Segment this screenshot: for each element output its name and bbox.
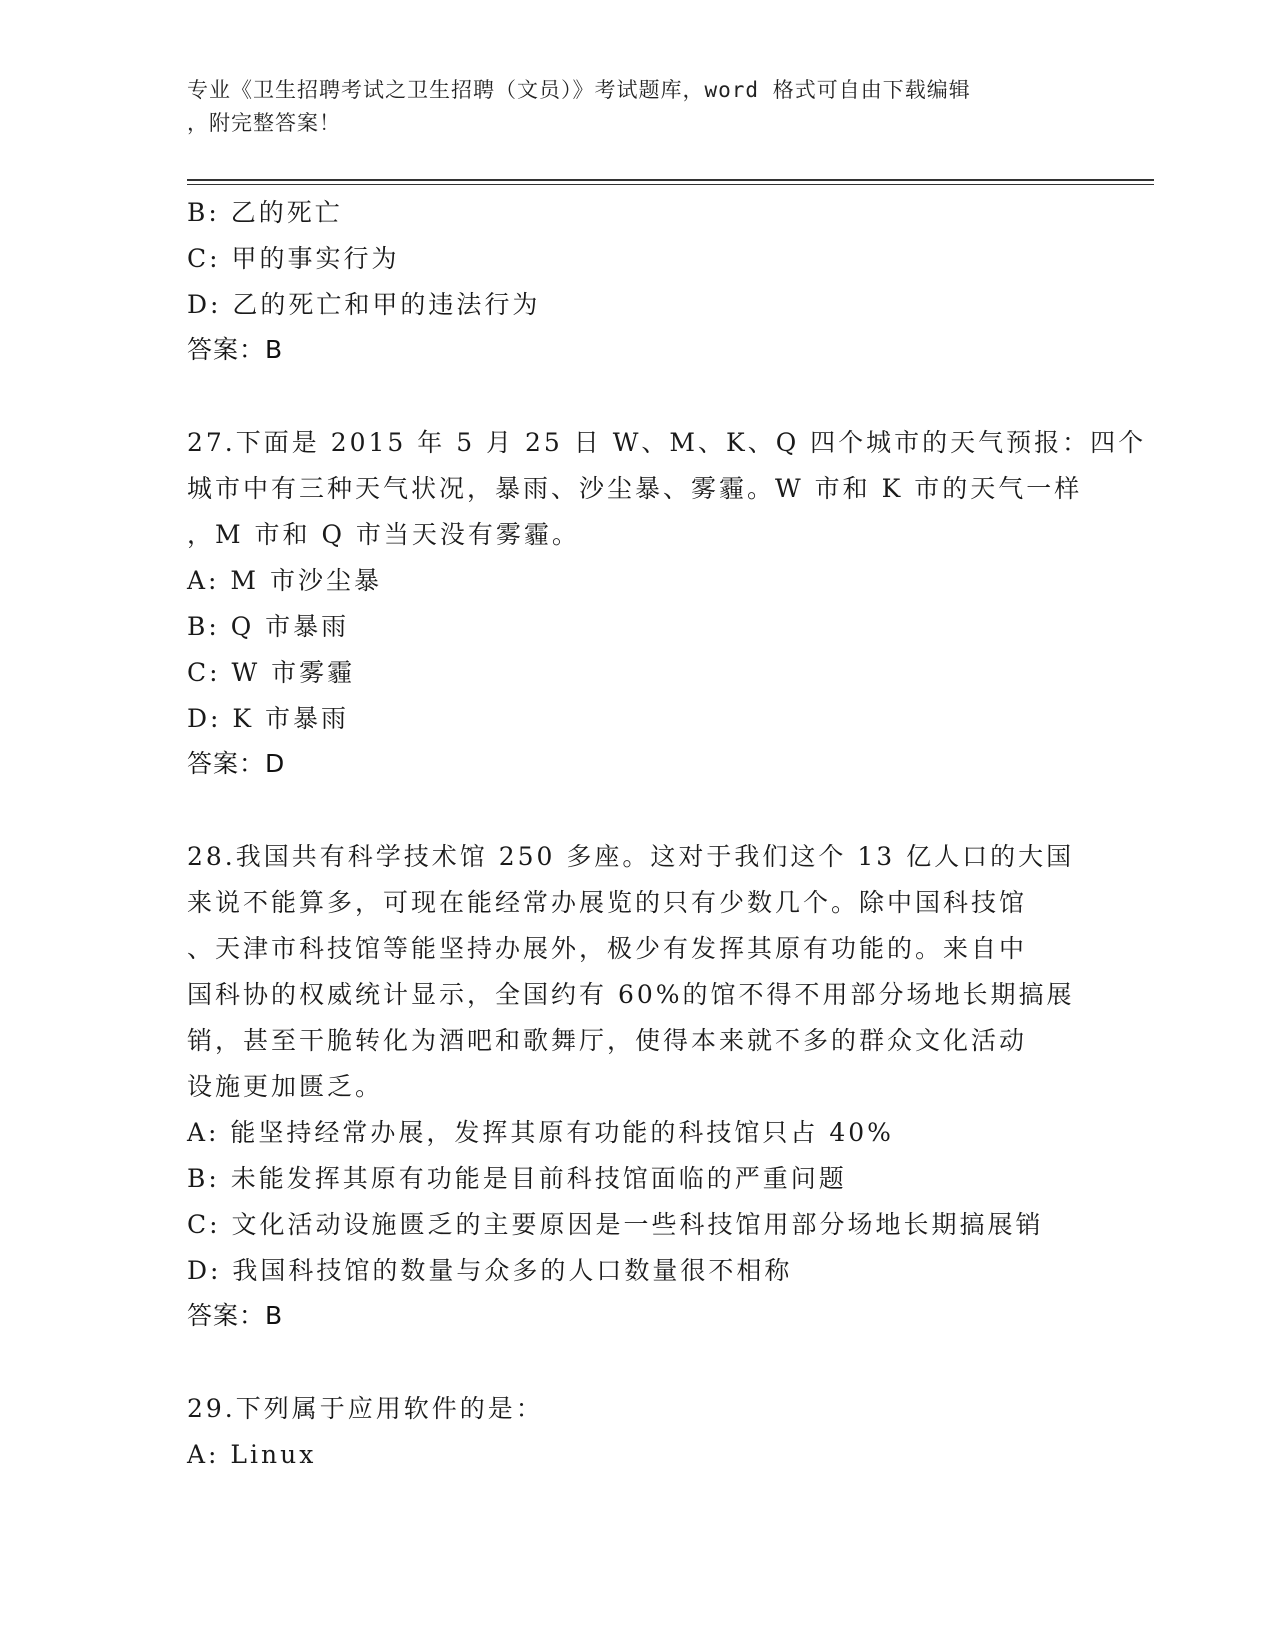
q27-option-c: C: W 市雾霾 [187, 658, 356, 687]
question-29-block [187, 1386, 1087, 1478]
q28-answer: 答案：B [187, 1301, 284, 1330]
q26-answer: 答案：B [187, 335, 284, 364]
question-26-block [187, 190, 1087, 372]
q27-stem-line-3: ，M 市和 Q 市当天没有雾霾。 [187, 520, 580, 549]
q26-option-d: D: 乙的死亡和甲的违法行为 [187, 290, 541, 319]
question-28-block [187, 834, 1087, 1338]
q28-stem-line-4: 国科协的权威统计显示，全国约有 60%的馆不得不用部分场地长期搞展 [187, 980, 1075, 1009]
document-header [187, 74, 1067, 140]
header-line-2: ，附完整答案！ [187, 111, 341, 135]
q27-option-a: A: M 市沙尘暴 [187, 566, 382, 595]
q28-stem-line-1: 28.我国共有科学技术馆 250 多座。这对于我们这个 13 亿人口的大国 [187, 842, 1075, 871]
spacer [187, 1338, 1087, 1386]
q27-option-b: B: Q 市暴雨 [187, 612, 350, 641]
q26-option-b: B: 乙的死亡 [187, 198, 343, 227]
header-line-1: 专业《卫生招聘考试之卫生招聘（文员）》考试题库，word 格式可自由下载编辑 [187, 78, 971, 102]
q27-stem-line-2: 城市中有三种天气状况，暴雨、沙尘暴、雾霾。W 市和 K 市的天气一样 [187, 474, 1083, 503]
q28-option-a: A: 能坚持经常办展，发挥其原有功能的科技馆只占 40% [187, 1118, 894, 1147]
q28-stem-line-3: 、天津市科技馆等能坚持办展外，极少有发挥其原有功能的。来自中 [187, 934, 1028, 963]
q28-stem-line-5: 销，甚至干脆转化为酒吧和歌舞厅，使得本来就不多的群众文化活动 [187, 1026, 1028, 1055]
spacer [187, 786, 1087, 834]
q26-option-c: C: 甲的事实行为 [187, 244, 400, 273]
q28-stem-line-2: 来说不能算多，可现在能经常办展览的只有少数几个。除中国科技馆 [187, 888, 1028, 917]
q29-option-a: A: Linux [187, 1440, 317, 1469]
q27-stem-line-1: 27.下面是 2015 年 5 月 25 日 W、M、K、Q 四个城市的天气预报：四个 [187, 428, 1147, 457]
spacer [187, 372, 1087, 420]
q28-option-c: C: 文化活动设施匮乏的主要原因是一些科技馆用部分场地长期搞展销 [187, 1210, 1044, 1239]
q27-answer: 答案：D [187, 749, 286, 778]
q27-option-d: D: K 市暴雨 [187, 704, 350, 733]
q29-stem-line-1: 29.下列属于应用软件的是： [187, 1394, 544, 1423]
document-body [187, 190, 1147, 1478]
q28-option-d: D: 我国科技馆的数量与众多的人口数量很不相称 [187, 1256, 793, 1285]
header-divider-bottom [187, 184, 1154, 185]
q28-option-b: B: 未能发挥其原有功能是目前科技馆面临的严重问题 [187, 1164, 847, 1193]
question-27-block [187, 420, 1147, 786]
header-divider-top [187, 179, 1154, 181]
q28-stem-line-6: 设施更加匮乏。 [187, 1072, 384, 1101]
